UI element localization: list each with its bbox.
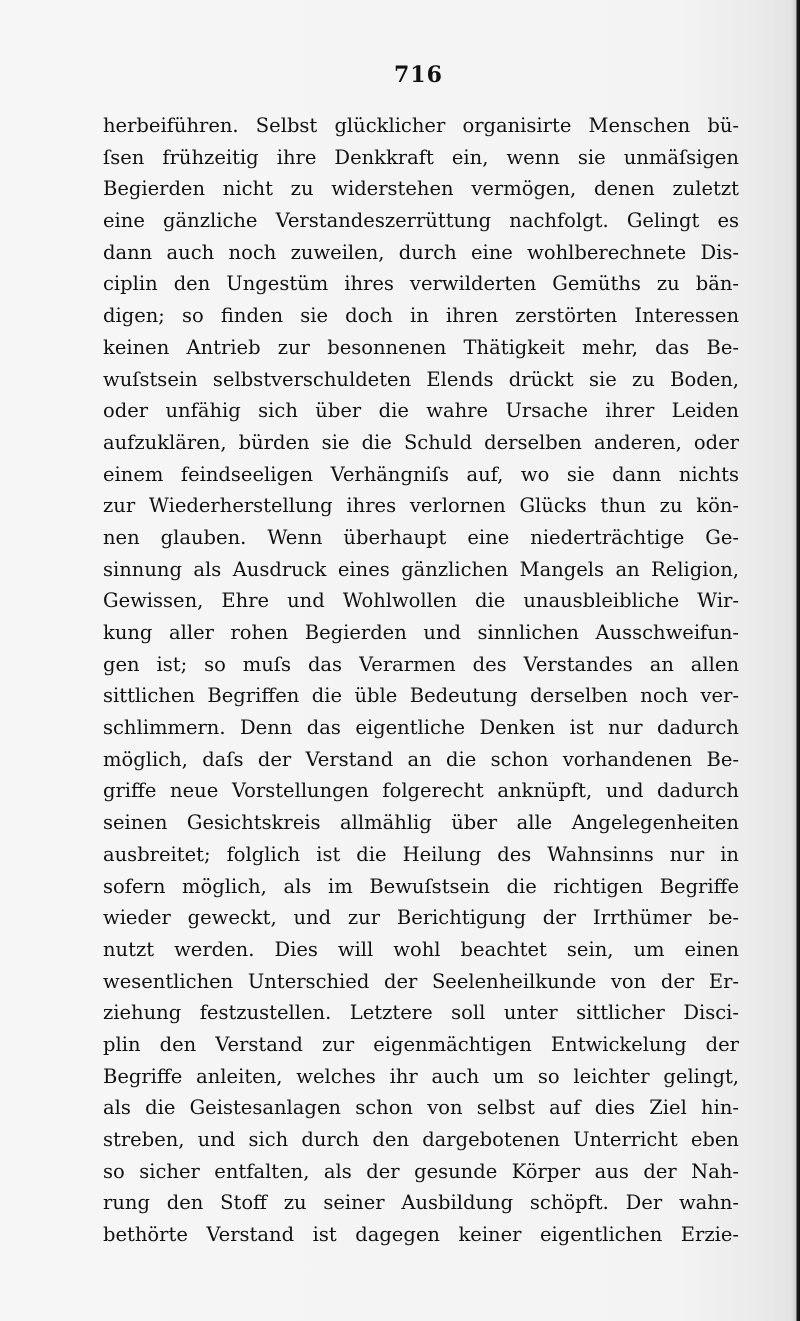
- text-line: schlimmern. Denn das eigentliche Denken ist nur dadurch: [103, 716, 739, 740]
- text-line: dann auch noch zuweilen, durch eine wohlberechnete Dis-: [103, 240, 739, 264]
- page-edge-shadow: [790, 0, 800, 1321]
- text-line: sinnung als Ausdruck eines gänzlichen Mangels an Religion,: [103, 557, 739, 581]
- body-text: [103, 110, 739, 1251]
- text-line: herbeiführen. Selbst glücklicher organisirte Menschen bü-: [103, 114, 739, 137]
- text-line: ziehung festzustellen. Letztere soll unter sittlicher Disci-: [103, 1001, 739, 1025]
- text-line: Begriffe anleiten, welches ihr auch um so leichter gelingt,: [103, 1064, 739, 1088]
- text-line: Begierden nicht zu widerstehen vermögen, denen zuletzt: [103, 177, 739, 201]
- text-line: möglich, daſs der Verstand an die schon vorhandenen Be-: [103, 747, 739, 771]
- text-line: ſsen frühzeitig ihre Denkkraft ein, wenn sie unmäſsigen: [103, 145, 739, 169]
- text-line: rung den Stoff zu seiner Ausbildung schöpft. Der wahn-: [103, 1191, 739, 1215]
- text-line: ciplin den Ungestüm ihres verwilderten Gemüths zu bän-: [103, 272, 739, 296]
- text-line: zur Wiederherstellung ihres verlornen Glücks thun zu kön-: [103, 494, 739, 518]
- text-line: Gewissen, Ehre und Wohlwollen die unausbleibliche Wir-: [103, 589, 739, 613]
- text-line: eine gänzliche Verstandeszerrüttung nachfolgt. Gelingt es: [103, 209, 739, 233]
- text-line: streben, und sich durch den dargebotenen Unterricht eben: [103, 1128, 739, 1151]
- text-line: so sicher entfalten, als der gesunde Körper aus der Nah-: [103, 1159, 739, 1183]
- text-line: sofern möglich, als im Bewuſstsein die richtigen Begriffe: [103, 874, 739, 898]
- text-line: bethörte Verstand ist dagegen keiner eigentlichen Erzie-: [103, 1223, 739, 1247]
- text-line: als die Geistesanlagen schon von selbst auf dies Ziel hin-: [103, 1096, 739, 1120]
- text-line: wesentlichen Unterschied der Seelenheilkunde von der Er-: [103, 969, 739, 993]
- text-line: oder unfähig sich über die wahre Ursache ihrer Leiden: [103, 399, 739, 423]
- text-line: nen glauben. Wenn überhaupt eine niederträchtige Ge-: [103, 525, 739, 549]
- text-line: keinen Antrieb zur besonnenen Thätigkeit mehr, das Be-: [103, 335, 739, 359]
- text-line: einem feindseeligen Verhängniſs auf, wo sie dann nichts: [103, 462, 739, 486]
- text-line: wuſstsein selbstverschuldeten Elends drückt sie zu Boden,: [103, 367, 739, 391]
- text-line: wieder geweckt, und zur Berichtigung der Irrthümer be-: [103, 906, 739, 930]
- text-line: ausbreitet; folglich ist die Heilung des Wahnsinns nur in: [103, 842, 739, 866]
- text-line: sittlichen Begriffen die üble Bedeutung derselben noch ver-: [103, 684, 739, 708]
- text-line: plin den Verstand zur eigenmächtigen Entwickelung der: [103, 1032, 739, 1056]
- text-line: kung aller rohen Begierden und sinnlichen Ausschweifun-: [103, 621, 739, 644]
- page-number: 716: [394, 62, 443, 88]
- text-line: gen ist; so muſs das Verarmen des Verstandes an allen: [103, 652, 739, 676]
- text-line: nutzt werden. Dies will wohl beachtet sein, um einen: [103, 937, 739, 961]
- text-line: aufzuklären, bürden sie die Schuld derselben anderen, oder: [103, 430, 739, 454]
- text-line: griffe neue Vorstellungen folgerecht anknüpft, und dadurch: [103, 779, 739, 803]
- text-line: seinen Gesichtskreis allmählig über alle Angelegenheiten: [103, 811, 739, 835]
- text-line: digen; so finden sie doch in ihren zerstörten Interessen: [103, 304, 739, 328]
